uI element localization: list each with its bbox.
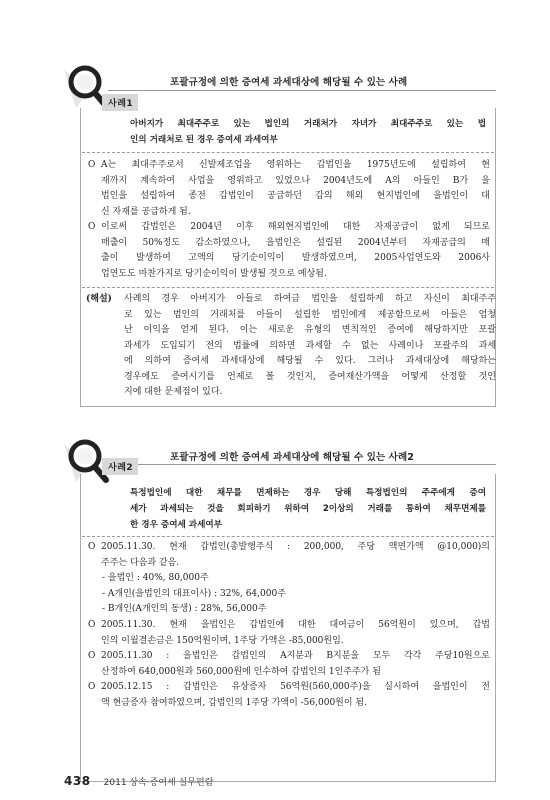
bullet-marker: O bbox=[88, 160, 96, 170]
case1-box bbox=[62, 62, 496, 407]
commentary-label: (해설) bbox=[86, 294, 112, 304]
page-footer bbox=[64, 770, 213, 789]
case2-box bbox=[62, 436, 496, 782]
case2-bullet-1: O 2005.11.30. 현재 갑법인(총발행주식 : 200,000, 주당 액면가액 @10,000)의 주주는 다음과 같음. bbox=[88, 542, 490, 568]
case1-title: 포괄규정에 의한 증여세 과세대상에 해당될 수 있는 사례 bbox=[170, 77, 408, 88]
bullet-marker: O bbox=[88, 222, 96, 232]
shareholder-item: - 을법인 : 40%, 80,000주 bbox=[102, 573, 209, 583]
case1-commentary: (해설) 사례의 경우 아버지가 아들로 하여금 법인을 설립하게 하고 자신이 최대주주 로 있는 법인의 거래처를 아들이 설립한 법인에게 제공함으로써 아들은 엄청 난 이익을 얻게 된다. 이는 새로운 유형의 변칙적인 증여에 해당하지만 포괄 과세가 도입되기 전의 법률에 의하면 과세할 수 없는 사례이나 포괄주의 과세 에 의하여 증여세 과세대상에 해당될 수 있다. 그러나 과세대상에 해당하는 경우에도 증여시기를 언제로 볼 것인지, 증여재산가액을 어떻게 산정할 것인 지에 대한 문제점이 있다. bbox=[86, 294, 496, 397]
case1-bullet-1: O A는 최대주주로서 신발제조업을 영위하는 갑법인을 1975년도에 설립하여 현 재까지 계속하여 사업을 영위하고 있었으나 2004년도에 A의 아들인 B가 을 법인을 설립하여 종전 갑법인이 공급하던 갑의 해외 현지법인에 을법인이 대 신 자재를 공급하게 됨. bbox=[88, 160, 490, 217]
shareholder-item: - B개인(A개인의 동생) : 28%, 56,000주 bbox=[102, 604, 267, 614]
case2-label: 사례2 bbox=[102, 458, 138, 475]
case2-bullet-3: O 2005.11.30 : 을법인은 갑법인의 A지분과 B지분을 모두 각각 주당10원으로 산정하여 640,000원과 560,000원에 인수하여 갑법인의 1인주주가 됨 bbox=[88, 651, 490, 677]
title-rule bbox=[108, 464, 496, 465]
bullet-marker: O bbox=[88, 542, 96, 552]
page-number: 438 bbox=[64, 774, 91, 788]
case2-bullet-2: O 2005.11.30. 현재 을법인은 갑법인에 대한 대여금이 56억원이 있으며, 갑법 인의 이월결손금은 150억원이며, 1주당 가액은 -85,000원임. bbox=[88, 620, 490, 646]
bullet-marker: O bbox=[88, 620, 96, 630]
case2-divider bbox=[82, 536, 494, 537]
case1-heading: 아버지가 최대주주로 있는 법인의 거래처가 자녀가 최대주주로 있는 법 인의 거래처로 된 경우 증여세 과세여부 bbox=[130, 119, 486, 145]
bullet-marker: O bbox=[88, 682, 96, 692]
case2-title: 포괄규정에 의한 증여세 과세대상에 해당될 수 있는 사례2 bbox=[170, 452, 414, 463]
case2-heading: 특정법인에 대한 채무를 면제하는 경우 당해 특정법인의 주주에게 증여 세가 과세되는 것을 회피하기 위하여 2이상의 거래를 통하여 채무면제를 한 경우 증여세 과세여부 bbox=[130, 488, 486, 530]
case1-divider bbox=[82, 152, 494, 153]
case1-divider-2 bbox=[82, 287, 494, 288]
case1-label: 사례1 bbox=[102, 94, 138, 111]
case1-bullet-2: O 이로써 갑법인은 2004년 이후 해외현지법인에 대한 자재공급이 없게 되므로 매출이 50%정도 감소하였으나, 을법인은 설립된 2004년부터 자재공급의 매 출이 발생하여 고액의 당기순이익이 발생하였으며, 2005사업연도와 2006사 업연도도 마찬가지로 당기순이익이 발생될 것으로 예상됨. bbox=[88, 222, 490, 279]
case2-bullet-4: O 2005.12.15 : 갑법인은 유상증자 56억원(560,000주)을 실시하여 을법인이 전 액 현금증자 참여하였으며, 갑법인의 1주당 가액이 -56,000원이 됨. bbox=[88, 682, 490, 708]
bullet-marker: O bbox=[88, 651, 96, 661]
shareholder-item: - A개인(을법인의 대표이사) : 32%, 64,000주 bbox=[102, 589, 286, 599]
book-title: 2011 상속·증여세 실무편람 bbox=[103, 778, 214, 788]
title-rule bbox=[108, 90, 496, 91]
